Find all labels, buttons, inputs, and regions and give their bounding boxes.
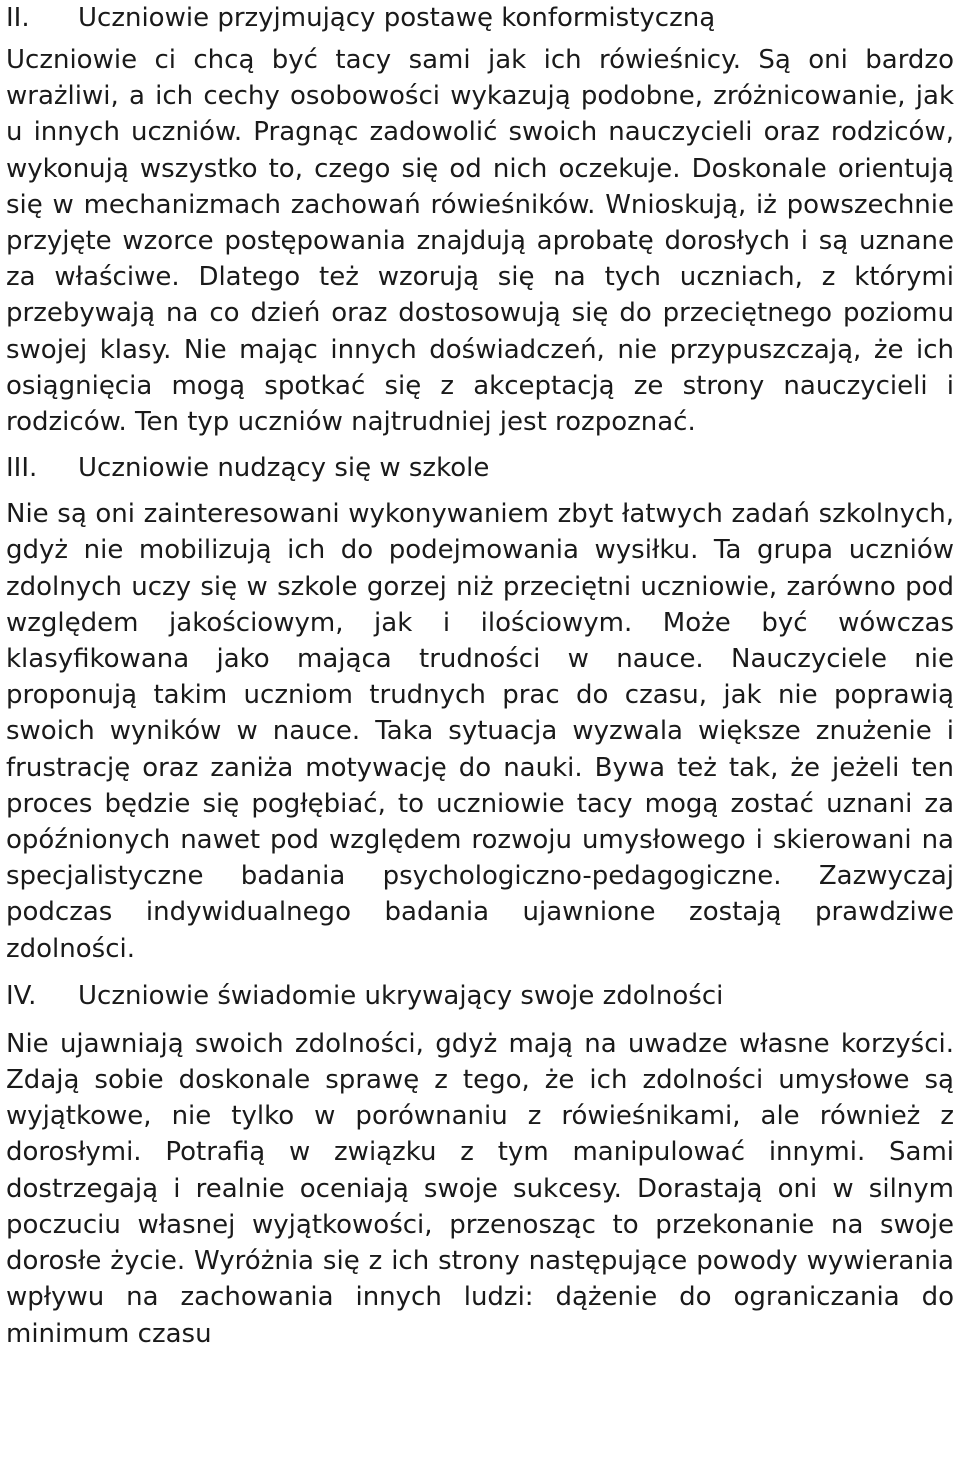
section-heading-iv <box>6 978 954 1014</box>
section-heading-ii <box>6 0 954 36</box>
section-number: II. <box>6 3 30 33</box>
section-title: Uczniowie nudzący się w szkole <box>78 453 490 484</box>
section-paragraph-iii: Nie są oni zainteresowani wykonywaniem zbyt łatwych zadań szkolnych, gdyż nie mobilizują ich do podejmowania wysiłku. Ta grupa uczniów zdolnych uczy się w szkole gorzej niż przeciętni uczniowie, zarówno pod względem jakościowym, jak i ilościowym. Może być wówczas klasyfikowana jako mająca trudności w nauce. Nauczyciele nie proponują takim uczniom trudnych prac do czasu, jak nie poprawią swoich wyników w nauce. Taka sytuacja wyzwala większe znużenie i frustrację oraz zaniża motywację do nauki. Bywa też tak, że jeżeli ten proces będzie się pogłębiać, to uczniowie tacy mogą zostać uznani za opóźnionych nawet pod względem rozwoju umysłowego i skierowani na specjalistyczne badania psychologiczno-pedagogiczne. Zazwyczaj podczas indywidualnego badania ujawnione zostają prawdziwe zdolności. <box>6 499 954 964</box>
section-number: III. <box>6 453 38 484</box>
section-title: Uczniowie świadomie ukrywający swoje zdolności <box>78 980 724 1011</box>
section-number: IV. <box>6 980 37 1011</box>
section-heading-iii <box>6 450 954 486</box>
section-paragraph-iv: Nie ujawniają swoich zdolności, gdyż mają na uwadze własne korzyści. Zdają sobie doskonale sprawę z tego, że ich zdolności umysłowe są wyjątkowe, nie tylko w porównaniu z rówieśnikami, ale również z dorosłymi. Potrafią w związku z tym manipulować innymi. Sami dostrzegają i realnie oceniają swoje sukcesy. Dorastają oni w silnym poczuciu własnej wyjątkowości, przenosząc to przekonanie na swoje dorosłe życie. Wyróżnia się z ich strony następujące powody wywierania wpływu na zachowania innych ludzi: dążenie do ograniczania do minimum czasu <box>6 1028 954 1349</box>
section-title: Uczniowie przyjmujący postawę konformistyczną <box>78 3 716 33</box>
section-paragraph-ii: Uczniowie ci chcą być tacy sami jak ich rówieśnicy. Są oni bardzo wrażliwi, a ich cechy osobowości wykazują podobne, zróżnicowanie, jak u innych uczniów. Pragnąc zadowolić swoich nauczycieli oraz rodziców, wykonują wszystko to, czego się od nich oczekuje. Doskonale orientują się w mechanizmach zachowań rówieśników. Wnioskują, iż powszechnie przyjęte wzorce postępowania znajdują aprobatę dorosłych i są uznane za właściwe. Dlatego też wzorują się na tych uczniach, z którymi przebywają na co dzień oraz dostosowują się do przeciętnego poziomu swojej klasy. Nie mając innych doświadczeń, nie przypuszczają, że ich osiągnięcia mogą spotkać się z akceptacją ze strony nauczycieli i rodziców. Ten typ uczniów najtrudniej jest rozpoznać. <box>6 45 954 438</box>
document-page <box>6 0 954 1352</box>
